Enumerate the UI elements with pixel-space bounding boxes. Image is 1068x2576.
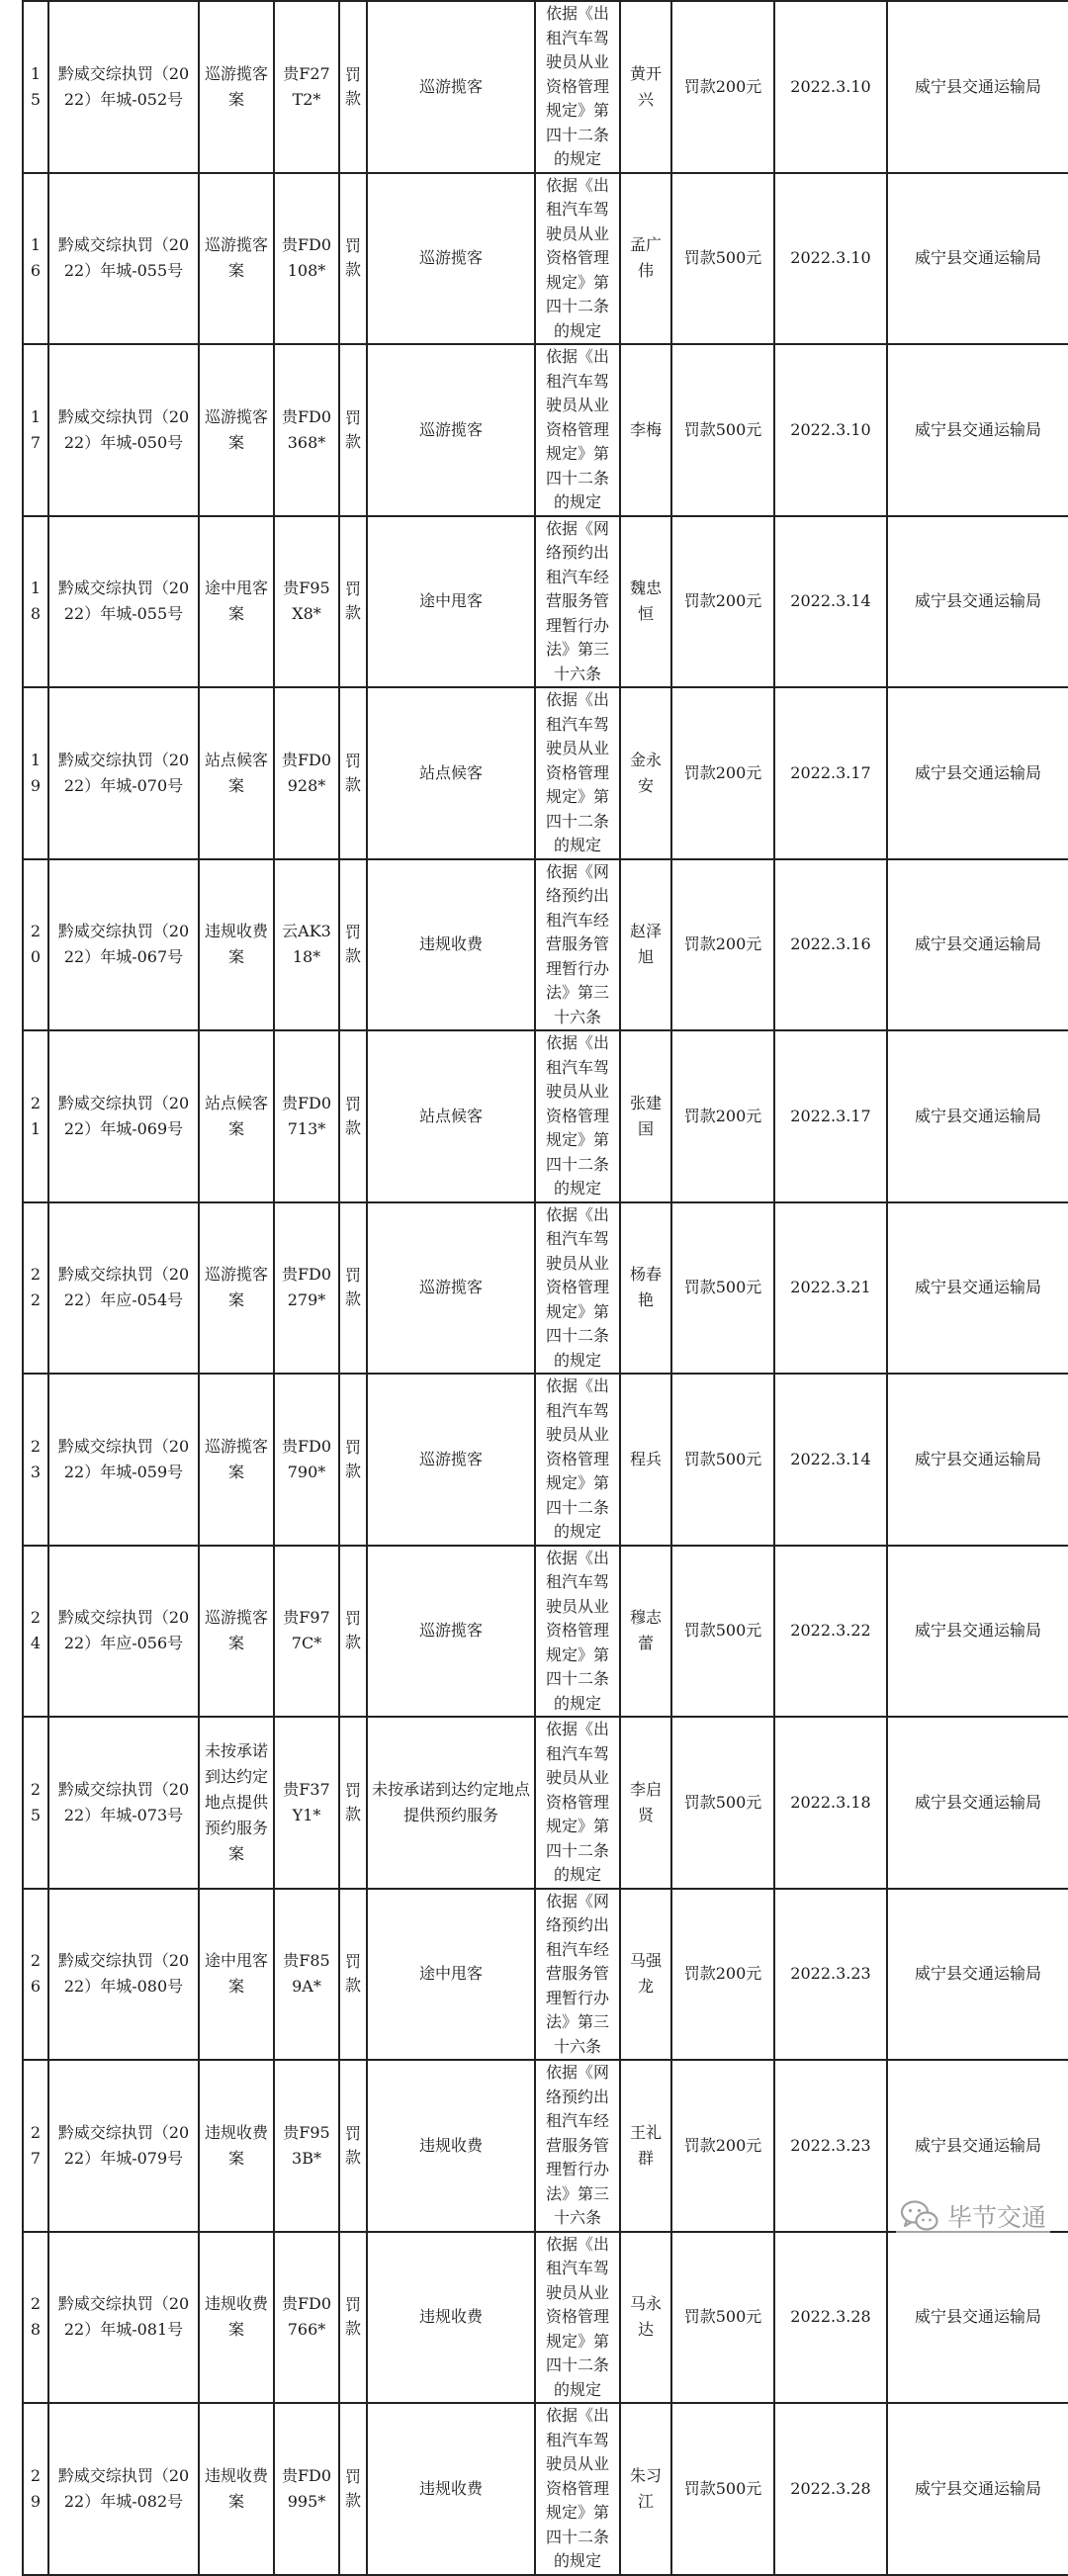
legal-basis-cell: 依据《网络预约出租汽车经营服务管理暂行办法》第三十六条 [535, 1889, 620, 2061]
penalty-type-cell: 罚款 [339, 1374, 367, 1546]
penalty-type-cell: 罚款 [339, 1, 367, 173]
person-cell: 朱习江 [620, 2403, 671, 2575]
person-cell: 马永达 [620, 2232, 671, 2404]
plate-cell: 贵FD0279* [274, 1202, 339, 1375]
table-body [23, 1, 1068, 2575]
person-cell: 黄开兴 [620, 1, 671, 173]
plate-cell: 贵FD0368* [274, 344, 339, 516]
violation-fact-cell: 违规收费 [367, 2403, 535, 2575]
row-number-cell: 22 [23, 1202, 48, 1375]
date-cell: 2022.3.17 [774, 1030, 887, 1202]
table-row [23, 173, 1068, 345]
amount-cell: 罚款200元 [671, 1889, 774, 2061]
date-cell: 2022.3.23 [774, 2060, 887, 2232]
penalty-table-container [22, 0, 1068, 2576]
person-cell: 张建国 [620, 1030, 671, 1202]
agency-cell: 威宁县交通运输局 [887, 1546, 1068, 1718]
plate-cell: 贵F953B* [274, 2060, 339, 2232]
plate-cell: 贵F859A* [274, 1889, 339, 2061]
violation-fact-cell: 巡游揽客 [367, 173, 535, 345]
agency-cell: 威宁县交通运输局 [887, 2403, 1068, 2575]
legal-basis-cell: 依据《出租汽车驾驶员从业资格管理规定》第四十二条的规定 [535, 687, 620, 859]
table-row [23, 2232, 1068, 2404]
agency-cell: 威宁县交通运输局 [887, 2232, 1068, 2404]
amount-cell: 罚款200元 [671, 2060, 774, 2232]
legal-basis-cell: 依据《出租汽车驾驶员从业资格管理规定》第四十二条的规定 [535, 1030, 620, 1202]
date-cell: 2022.3.23 [774, 1889, 887, 2061]
date-cell: 2022.3.16 [774, 859, 887, 1031]
table-row [23, 1202, 1068, 1375]
case-name-cell: 巡游揽客案 [199, 1202, 274, 1375]
violation-fact-cell: 途中甩客 [367, 516, 535, 688]
person-cell: 马强龙 [620, 1889, 671, 2061]
person-cell: 杨春艳 [620, 1202, 671, 1375]
row-number-cell: 15 [23, 1, 48, 173]
row-number-cell: 16 [23, 173, 48, 345]
case-name-cell: 未按承诺到达约定地点提供预约服务案 [199, 1717, 274, 1889]
person-cell: 程兵 [620, 1374, 671, 1546]
legal-basis-cell: 依据《出租汽车驾驶员从业资格管理规定》第四十二条的规定 [535, 1546, 620, 1718]
violation-fact-cell: 站点候客 [367, 687, 535, 859]
amount-cell: 罚款500元 [671, 2232, 774, 2404]
case-name-cell: 巡游揽客案 [199, 1374, 274, 1546]
table-row [23, 1546, 1068, 1718]
penalty-type-cell: 罚款 [339, 1889, 367, 2061]
row-number-cell: 25 [23, 1717, 48, 1889]
case-number-cell: 黔威交综执罚（2022）年城-067号 [48, 859, 199, 1031]
date-cell: 2022.3.14 [774, 1374, 887, 1546]
amount-cell: 罚款200元 [671, 516, 774, 688]
case-number-cell: 黔威交综执罚（2022）年城-050号 [48, 344, 199, 516]
watermark [896, 2196, 1050, 2236]
violation-fact-cell: 违规收费 [367, 2060, 535, 2232]
case-number-cell: 黔威交综执罚（2022）年城-082号 [48, 2403, 199, 2575]
legal-basis-cell: 依据《出租汽车驾驶员从业资格管理规定》第四十二条的规定 [535, 2232, 620, 2404]
amount-cell: 罚款200元 [671, 1030, 774, 1202]
plate-cell: 贵FD0790* [274, 1374, 339, 1546]
plate-cell: 贵FD0766* [274, 2232, 339, 2404]
agency-cell: 威宁县交通运输局 [887, 1, 1068, 173]
case-name-cell: 违规收费案 [199, 2403, 274, 2575]
violation-fact-cell: 违规收费 [367, 2232, 535, 2404]
amount-cell: 罚款200元 [671, 1, 774, 173]
amount-cell: 罚款500元 [671, 344, 774, 516]
violation-fact-cell: 违规收费 [367, 859, 535, 1031]
case-name-cell: 途中甩客案 [199, 1889, 274, 2061]
agency-cell: 威宁县交通运输局 [887, 859, 1068, 1031]
case-name-cell: 站点候客案 [199, 1030, 274, 1202]
penalty-type-cell: 罚款 [339, 2403, 367, 2575]
penalty-type-cell: 罚款 [339, 1202, 367, 1375]
agency-cell: 威宁县交通运输局 [887, 687, 1068, 859]
legal-basis-cell: 依据《出租汽车驾驶员从业资格管理规定》第四十二条的规定 [535, 1717, 620, 1889]
table-row [23, 687, 1068, 859]
legal-basis-cell: 依据《出租汽车驾驶员从业资格管理规定》第四十二条的规定 [535, 1, 620, 173]
date-cell: 2022.3.17 [774, 687, 887, 859]
table-row [23, 344, 1068, 516]
plate-cell: 贵F977C* [274, 1546, 339, 1718]
violation-fact-cell: 站点候客 [367, 1030, 535, 1202]
row-number-cell: 23 [23, 1374, 48, 1546]
table-row [23, 1030, 1068, 1202]
agency-cell: 威宁县交通运输局 [887, 2060, 1068, 2232]
agency-cell: 威宁县交通运输局 [887, 1717, 1068, 1889]
penalty-type-cell: 罚款 [339, 687, 367, 859]
case-number-cell: 黔威交综执罚（2022）年城-070号 [48, 687, 199, 859]
agency-cell: 威宁县交通运输局 [887, 516, 1068, 688]
case-number-cell: 黔威交综执罚（2022）年城-059号 [48, 1374, 199, 1546]
violation-fact-cell: 巡游揽客 [367, 344, 535, 516]
row-number-cell: 18 [23, 516, 48, 688]
amount-cell: 罚款200元 [671, 859, 774, 1031]
case-number-cell: 黔威交综执罚（2022）年城-052号 [48, 1, 199, 173]
legal-basis-cell: 依据《网络预约出租汽车经营服务管理暂行办法》第三十六条 [535, 516, 620, 688]
agency-cell: 威宁县交通运输局 [887, 1030, 1068, 1202]
row-number-cell: 19 [23, 687, 48, 859]
person-cell: 李梅 [620, 344, 671, 516]
violation-fact-cell: 巡游揽客 [367, 1, 535, 173]
person-cell: 孟广伟 [620, 173, 671, 345]
table-row [23, 2403, 1068, 2575]
person-cell: 赵泽旭 [620, 859, 671, 1031]
table-row [23, 859, 1068, 1031]
amount-cell: 罚款500元 [671, 1546, 774, 1718]
violation-fact-cell: 巡游揽客 [367, 1546, 535, 1718]
case-name-cell: 巡游揽客案 [199, 173, 274, 345]
plate-cell: 云AK318* [274, 859, 339, 1031]
penalty-table [22, 0, 1068, 2576]
table-row [23, 1889, 1068, 2061]
plate-cell: 贵FD0995* [274, 2403, 339, 2575]
case-name-cell: 违规收费案 [199, 2060, 274, 2232]
watermark-text: 毕节交通 [946, 2203, 1046, 2232]
case-name-cell: 巡游揽客案 [199, 344, 274, 516]
date-cell: 2022.3.10 [774, 1, 887, 173]
case-name-cell: 站点候客案 [199, 687, 274, 859]
table-row [23, 1374, 1068, 1546]
wechat-icon [900, 2199, 939, 2233]
violation-fact-cell: 途中甩客 [367, 1889, 535, 2061]
case-number-cell: 黔威交综执罚（2022）年城-080号 [48, 1889, 199, 2061]
amount-cell: 罚款200元 [671, 687, 774, 859]
plate-cell: 贵FD0108* [274, 173, 339, 345]
penalty-type-cell: 罚款 [339, 516, 367, 688]
row-number-cell: 20 [23, 859, 48, 1031]
amount-cell: 罚款500元 [671, 2403, 774, 2575]
row-number-cell: 27 [23, 2060, 48, 2232]
case-number-cell: 黔威交综执罚（2022）年城-073号 [48, 1717, 199, 1889]
case-number-cell: 黔威交综执罚（2022）年城-055号 [48, 173, 199, 345]
case-number-cell: 黔威交综执罚（2022）年城-081号 [48, 2232, 199, 2404]
plate-cell: 贵FD0713* [274, 1030, 339, 1202]
date-cell: 2022.3.28 [774, 2403, 887, 2575]
case-number-cell: 黔威交综执罚（2022）年城-055号 [48, 516, 199, 688]
agency-cell: 威宁县交通运输局 [887, 1889, 1068, 2061]
row-number-cell: 26 [23, 1889, 48, 2061]
case-name-cell: 违规收费案 [199, 859, 274, 1031]
penalty-type-cell: 罚款 [339, 1546, 367, 1718]
penalty-type-cell: 罚款 [339, 2232, 367, 2404]
row-number-cell: 21 [23, 1030, 48, 1202]
case-name-cell: 违规收费案 [199, 2232, 274, 2404]
agency-cell: 威宁县交通运输局 [887, 173, 1068, 345]
legal-basis-cell: 依据《出租汽车驾驶员从业资格管理规定》第四十二条的规定 [535, 173, 620, 345]
date-cell: 2022.3.18 [774, 1717, 887, 1889]
violation-fact-cell: 未按承诺到达约定地点提供预约服务 [367, 1717, 535, 1889]
violation-fact-cell: 巡游揽客 [367, 1374, 535, 1546]
legal-basis-cell: 依据《网络预约出租汽车经营服务管理暂行办法》第三十六条 [535, 2060, 620, 2232]
row-number-cell: 17 [23, 344, 48, 516]
date-cell: 2022.3.10 [774, 344, 887, 516]
agency-cell: 威宁县交通运输局 [887, 344, 1068, 516]
penalty-type-cell: 罚款 [339, 344, 367, 516]
amount-cell: 罚款500元 [671, 1717, 774, 1889]
legal-basis-cell: 依据《出租汽车驾驶员从业资格管理规定》第四十二条的规定 [535, 2403, 620, 2575]
table-row [23, 1717, 1068, 1889]
penalty-type-cell: 罚款 [339, 859, 367, 1031]
row-number-cell: 28 [23, 2232, 48, 2404]
date-cell: 2022.3.21 [774, 1202, 887, 1375]
penalty-type-cell: 罚款 [339, 173, 367, 345]
legal-basis-cell: 依据《出租汽车驾驶员从业资格管理规定》第四十二条的规定 [535, 1202, 620, 1375]
penalty-type-cell: 罚款 [339, 1030, 367, 1202]
person-cell: 金永安 [620, 687, 671, 859]
person-cell: 穆志蕾 [620, 1546, 671, 1718]
agency-cell: 威宁县交通运输局 [887, 1374, 1068, 1546]
plate-cell: 贵F95X8* [274, 516, 339, 688]
case-name-cell: 巡游揽客案 [199, 1546, 274, 1718]
table-row [23, 516, 1068, 688]
plate-cell: 贵FD0928* [274, 687, 339, 859]
legal-basis-cell: 依据《网络预约出租汽车经营服务管理暂行办法》第三十六条 [535, 859, 620, 1031]
violation-fact-cell: 巡游揽客 [367, 1202, 535, 1375]
person-cell: 魏忠恒 [620, 516, 671, 688]
penalty-type-cell: 罚款 [339, 1717, 367, 1889]
case-name-cell: 巡游揽客案 [199, 1, 274, 173]
date-cell: 2022.3.14 [774, 516, 887, 688]
person-cell: 李启贤 [620, 1717, 671, 1889]
penalty-type-cell: 罚款 [339, 2060, 367, 2232]
agency-cell: 威宁县交通运输局 [887, 1202, 1068, 1375]
legal-basis-cell: 依据《出租汽车驾驶员从业资格管理规定》第四十二条的规定 [535, 1374, 620, 1546]
amount-cell: 罚款500元 [671, 173, 774, 345]
plate-cell: 贵F27T2* [274, 1, 339, 173]
person-cell: 王礼群 [620, 2060, 671, 2232]
case-name-cell: 途中甩客案 [199, 516, 274, 688]
legal-basis-cell: 依据《出租汽车驾驶员从业资格管理规定》第四十二条的规定 [535, 344, 620, 516]
case-number-cell: 黔威交综执罚（2022）年城-069号 [48, 1030, 199, 1202]
row-number-cell: 29 [23, 2403, 48, 2575]
row-number-cell: 24 [23, 1546, 48, 1718]
date-cell: 2022.3.10 [774, 173, 887, 345]
table-row [23, 1, 1068, 173]
date-cell: 2022.3.22 [774, 1546, 887, 1718]
plate-cell: 贵F37Y1* [274, 1717, 339, 1889]
case-number-cell: 黔威交综执罚（2022）年应-056号 [48, 1546, 199, 1718]
date-cell: 2022.3.28 [774, 2232, 887, 2404]
case-number-cell: 黔威交综执罚（2022）年城-079号 [48, 2060, 199, 2232]
amount-cell: 罚款500元 [671, 1202, 774, 1375]
case-number-cell: 黔威交综执罚（2022）年应-054号 [48, 1202, 199, 1375]
amount-cell: 罚款500元 [671, 1374, 774, 1546]
